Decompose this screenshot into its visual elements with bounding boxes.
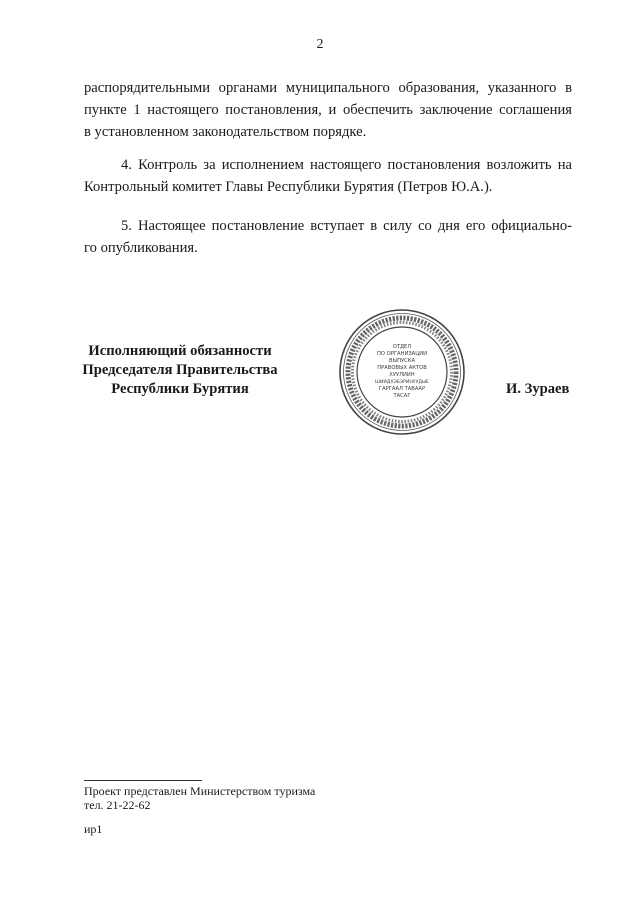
seal-center-line: ПО ОРГАНИЗАЦИИ — [376, 351, 428, 357]
paragraph-line: в установленном законодательством порядке. — [84, 124, 367, 140]
footnote-line: тел. 21-22-62 — [84, 798, 151, 812]
signatory-title-line: Председателя Правительства — [82, 362, 278, 378]
paragraph-line: Контрольный комитет Главы Республики Бурятия (Петров Ю.А.). — [84, 179, 493, 195]
page-number: 2 — [316, 37, 324, 52]
footnote — [84, 784, 315, 812]
paragraph-line: го опубликования. — [84, 240, 198, 256]
footnote-line: Проект представлен Министерством туризма — [84, 784, 316, 798]
official-seal-stamp — [338, 308, 466, 436]
seal-center-line: ШИИДХЭБЭРИНУУДЫЕ — [375, 380, 429, 385]
seal-center-line: ГАРГААЛ ТАВААР — [378, 386, 426, 392]
paragraph-line: 5. Настоящее постановление вступает в силу со дня его официально- — [121, 218, 572, 234]
signatory-title-line: Исполняющий обязанности — [88, 343, 272, 359]
paragraph-item-5 — [84, 215, 572, 259]
document-initials: ир1 — [84, 822, 103, 836]
seal-graphic — [338, 308, 466, 436]
seal-center-line: ПРАВОВЫХ АКТОВ — [377, 365, 427, 371]
paragraph-line: распорядительными органами муниципального образования, указанного в — [84, 80, 572, 96]
footnote-divider — [84, 780, 202, 781]
seal-center-line: ОТДЕЛ — [392, 344, 412, 350]
seal-center-line: ХУУЛИИН — [389, 372, 415, 378]
signatory-title — [80, 342, 280, 399]
seal-center-line: ВЫПУСКА — [388, 358, 416, 364]
paragraph-line: 4. Контроль за исполнением настоящего постановления возложить на — [121, 157, 572, 173]
signatory-title-line: Республики Бурятия — [111, 381, 249, 397]
seal-center-line: ТАСАГ — [393, 393, 411, 399]
paragraph-line: пункте 1 настоящего постановления, и обеспечить заключение соглашения — [84, 102, 572, 118]
signatory-name: И. Зураев — [506, 381, 570, 397]
paragraph-continuation — [84, 77, 572, 143]
paragraph-item-4 — [84, 154, 572, 198]
